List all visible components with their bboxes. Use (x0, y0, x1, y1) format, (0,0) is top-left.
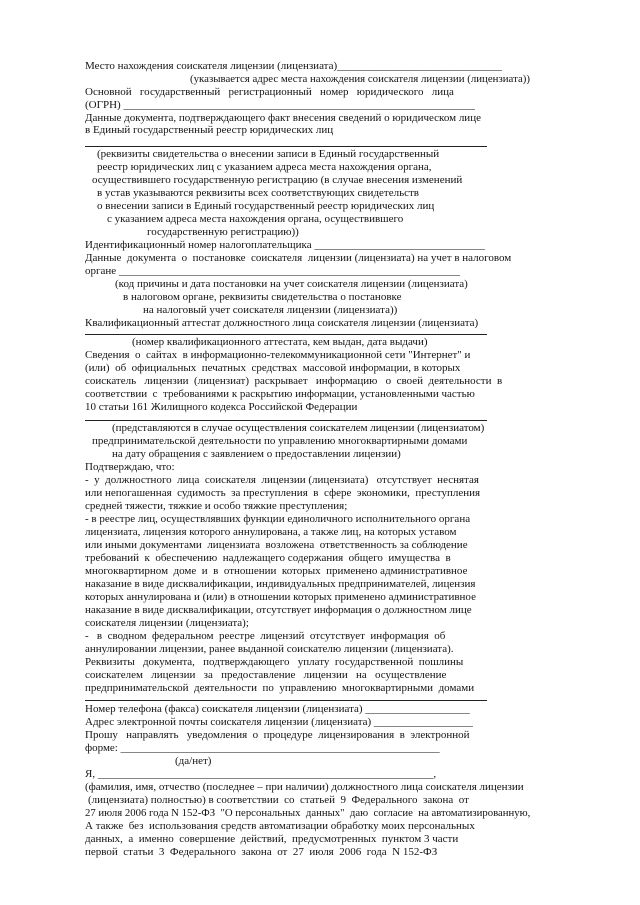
doc-line: (реквизиты свидетельства о внесении записи в Единый государственный (97, 148, 440, 160)
doc-line: или непогашенная судимость за преступления в сфере экономики, преступления (85, 487, 481, 499)
doc-line: многоквартирном доме и в отношении которых применено административное (85, 565, 468, 577)
doc-line: в налоговом органе, реквизиты свидетельства о постановке (123, 291, 402, 303)
doc-line: с указанием адреса места нахождения органа, осуществившего (107, 213, 404, 225)
doc-line: (да/нет) (175, 755, 212, 767)
doc-line: Сведения о сайтах в информационно-телекоммуникационной сети "Интернет" и (85, 349, 471, 361)
doc-line: Место нахождения соискателя лицензии (лицензиата)______________________________ (85, 60, 503, 72)
doc-line: о внесении записи в Единый государственный реестр юридических лиц (97, 200, 435, 212)
doc-line: Данные документа, подтверждающего факт внесения сведений о юридическом лице (85, 112, 481, 124)
doc-line: которых аннулирована и (или) в отношении которых применено административное (85, 591, 476, 603)
doc-line: реестр юридических лиц с указанием адреса места нахождения органа, (97, 161, 432, 173)
doc-line: в Единый государственный реестр юридических лиц (85, 124, 334, 136)
doc-line: наказание в виде дисквалификации, индивидуальных предпринимателей, лицензия (85, 578, 476, 590)
doc-line: наказание в виде дисквалификации, отсутствует информация о должностном лице (85, 604, 472, 616)
doc-line: Данные документа о постановке соискателя лицензии (лицензиата) на учет в налоговом (85, 252, 512, 264)
doc-line: Я, _____________________________________________________________, (85, 768, 437, 780)
doc-line: данных, а именно совершение действий, предусмотренных пунктом 3 части (85, 833, 459, 845)
doc-line: лицензиата, лицензия которого аннулирована, а также лиц, на которых уставом (85, 526, 457, 538)
doc-line: требований к обеспечению надлежащего содержания общего имущества в (85, 552, 451, 564)
doc-line: Реквизиты документа, подтверждающего уплату государственной пошлины (85, 656, 464, 668)
doc-line: средней тяжести, тяжкие и особо тяжкие преступления; (85, 500, 348, 512)
doc-line: (фамилия, имя, отчество (последнее – при наличии) должностного лица соискателя лицензии (85, 781, 524, 793)
doc-line: (указывается адрес места нахождения соискателя лицензии (лицензиата)) (190, 73, 530, 85)
doc-line: (номер квалификационного аттестата, кем выдан, дата выдачи) (132, 336, 428, 348)
doc-line: в устав указываются реквизиты всех соответствующих свидетельств (97, 187, 419, 199)
doc-line: на дату обращения с заявлением о предоставлении лицензии) (112, 448, 401, 460)
doc-line: Подтверждаю, что: (85, 461, 175, 473)
doc-line: (представляются в случае осуществления соискателем лицензии (лицензиатом) (112, 422, 485, 434)
doc-line: органе ______________________________________________________________ (85, 265, 460, 277)
doc-line: предпринимательской деятельности по управлению многоквартирными домами (92, 435, 468, 447)
doc-line: аннулировании лицензии, ранее выданной соискателю лицензии (лицензиата). (85, 643, 454, 655)
doc-line: - в реестре лиц, осуществлявших функции единоличного исполнительного органа (85, 513, 471, 525)
doc-line: или иными документами лицензиата возложена ответственность за соблюдение (85, 539, 468, 551)
doc-line: 27 июля 2006 года N 152-ФЗ "О персональных данных" даю согласие на автоматизированную, (85, 807, 531, 819)
doc-line: первой статьи 3 Федерального закона от 27 июля 2006 года N 152-ФЗ (85, 846, 438, 858)
doc-line: государственную регистрацию)) (147, 226, 299, 238)
doc-line: соискателя лицензии (лицензиата); (85, 617, 249, 629)
blank-line (85, 700, 487, 701)
doc-line: Идентификационный номер налогоплательщика _______________________________ (85, 239, 485, 251)
doc-line: Прошу направлять уведомления о процедуре лицензирования в электронной (85, 729, 470, 741)
doc-line: предпринимательской деятельности по управлению многоквартирными домами (85, 682, 475, 694)
doc-line: Номер телефона (факса) соискателя лицензии (лицензиата) ___________________ (85, 703, 470, 715)
doc-line: (или) об официальных печатных средствах массовой информации, в которых (85, 362, 461, 374)
doc-line: (лицензиата) полностью) в соответствии со статьей 9 Федерального закона от (88, 794, 469, 806)
doc-line: соискатель лицензии (лицензиат) раскрывает информацию о своей деятельности в (85, 375, 503, 387)
blank-line (85, 146, 487, 147)
doc-line: (ОГРН) ________________________________________________________________ (85, 99, 476, 111)
blank-line (85, 420, 487, 421)
blank-line (85, 334, 487, 335)
doc-line: осуществившего государственную регистрацию (в случае внесения изменений (92, 174, 463, 186)
doc-line: форме: __________________________________________________________ (85, 742, 440, 754)
doc-line: соответствии с требованиями к раскрытию информации, установленными частью (85, 388, 475, 400)
doc-line: Адрес электронной почты соискателя лицензии (лицензиата) __________________ (85, 716, 473, 728)
doc-line: (код причины и дата постановки на учет соискателя лицензии (лицензиата) (115, 278, 468, 290)
doc-line: 10 статьи 161 Жилищного кодекса Российской Федерации (85, 401, 358, 413)
doc-line: - в сводном федеральном реестре лицензий отсутствует информация об (85, 630, 446, 642)
doc-line: Квалификационный аттестат должностного лица соискателя лицензии (лицензиата) (85, 317, 479, 329)
doc-line: Основной государственный регистрационный номер юридического лица (85, 86, 454, 98)
doc-line: А также без использования средств автоматизации обработку моих персональных (85, 820, 475, 832)
doc-line: соискателем лицензии за предоставление лицензии на осуществление (85, 669, 447, 681)
doc-line: - у должностного лица соискателя лицензии (лицензиата) отсутствует неснятая (85, 474, 479, 486)
doc-line: на налоговый учет соискателя лицензии (лицензиата)) (143, 304, 398, 316)
